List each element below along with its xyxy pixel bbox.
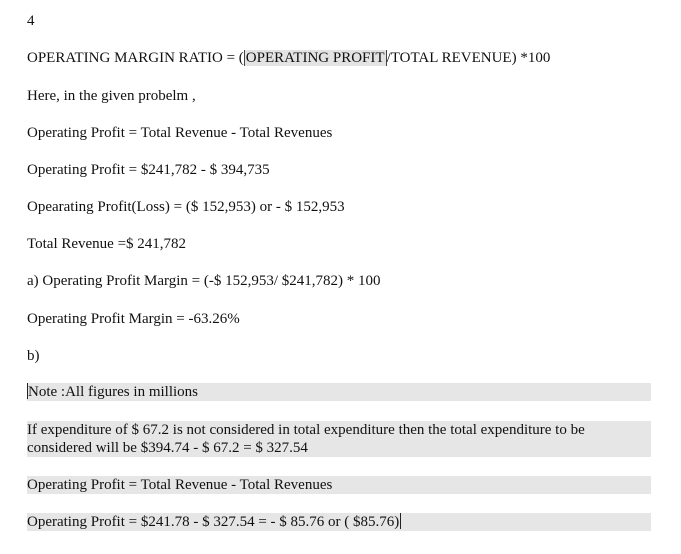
paragraph-part-a: a) Operating Profit Margin = (-$ 152,953/ $241,782) * 100 bbox=[27, 273, 381, 289]
paragraph-intro: Here, in the given probelm , bbox=[27, 88, 196, 104]
operating-margin-formula[interactable] bbox=[27, 49, 550, 67]
paragraph-part-b: b) bbox=[27, 348, 40, 364]
note-text: Note :All figures in millions bbox=[28, 384, 198, 400]
paragraph-loss: Opearating Profit(Loss) = ($ 152,953) or - $ 152,953 bbox=[27, 199, 345, 215]
formula-prefix: OPERATING MARGIN RATIO = ( bbox=[27, 50, 244, 66]
page-number: 4 bbox=[27, 13, 35, 29]
formula-suffix: /TOTAL REVENUE) *100 bbox=[386, 50, 551, 66]
final-result-text: Operating Profit = $241.78 - $ 327.54 = - $ 85.76 or ( $85.76) bbox=[27, 514, 400, 530]
text-cursor-end bbox=[400, 513, 401, 529]
selected-text[interactable]: OPERATING PROFIT bbox=[245, 50, 385, 66]
paragraph-total-revenue: Total Revenue =$ 241,782 bbox=[27, 236, 187, 252]
final-result-line bbox=[27, 513, 651, 531]
paragraph-margin-result: Operating Profit Margin = -63.26% bbox=[27, 311, 240, 327]
paragraph-definition: Operating Profit = Total Revenue - Total Revenues bbox=[27, 125, 333, 141]
paragraph-calc: Operating Profit = $241,782 - $ 394,735 bbox=[27, 162, 270, 178]
expenditure-paragraph: If expenditure of $ 67.2 is not considered in total expenditure then the total expenditure to be considered will be $394.74 - $ 67.2 = $ 327.54 bbox=[27, 421, 651, 457]
note-line bbox=[27, 383, 651, 401]
highlighted-definition: Operating Profit = Total Revenue - Total Revenues bbox=[27, 476, 651, 494]
